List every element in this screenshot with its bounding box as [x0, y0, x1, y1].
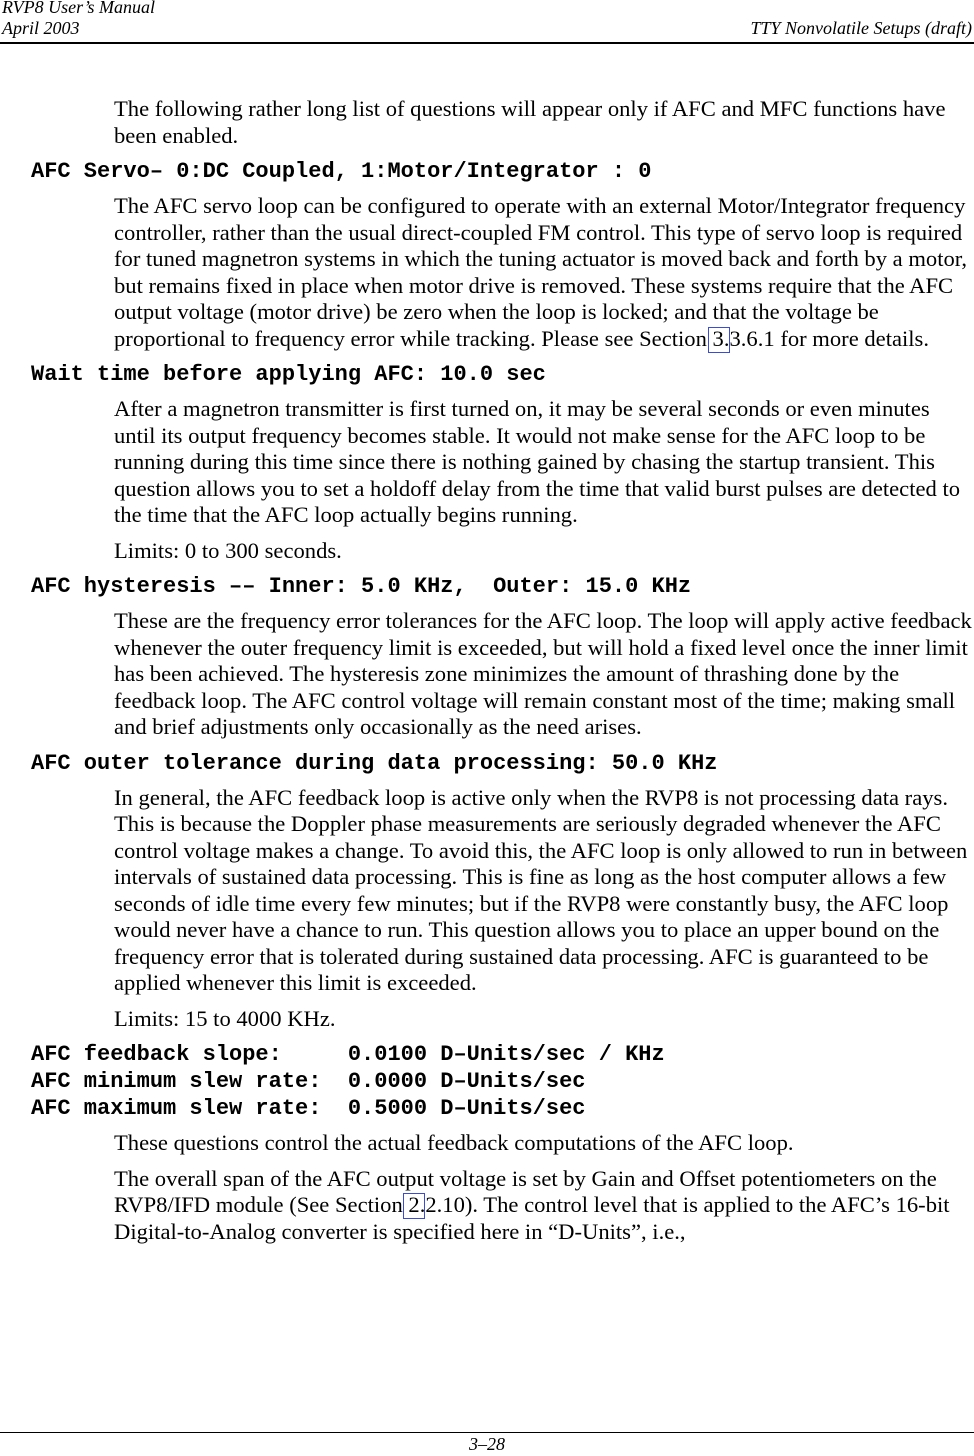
- manual-date: April 2003: [2, 18, 80, 38]
- afc-servo-text-end: .3.6.1 for more details.: [723, 325, 930, 351]
- feedback-description: These questions control the actual feedback computations of the AFC loop.: [114, 1130, 794, 1155]
- max-slew-rate-prompt: AFC maximum slew rate: 0.5000 D–Units/sec: [31, 1096, 586, 1121]
- outer-tolerance-prompt: AFC outer tolerance during data processing: 50.0 KHz: [31, 750, 718, 776]
- section-link-marker[interactable]: 2: [408, 1192, 420, 1217]
- intro-paragraph: The following rather long list of questions will appear only if AFC and MFC functions have been enabled.: [114, 96, 946, 148]
- afc-servo-description: [114, 193, 974, 352]
- min-slew-rate-prompt: AFC minimum slew rate: 0.0000 D–Units/sec: [31, 1069, 586, 1094]
- span-description: [114, 1166, 974, 1246]
- wait-time-description: After a magnetron transmitter is first turned on, it may be several seconds or even minutes until its output frequency becomes stable. It would not make sense for the AFC loop to be running during this time since there is nothing gained by chasing the startup transient. This question allows you to set a holdoff delay from the time that valid burst pulses are detected to the time that the AFC loop actually begins running.: [114, 396, 961, 527]
- afc-servo-prompt: AFC Servo– 0:DC Coupled, 1:Motor/Integrator : 0: [31, 159, 652, 184]
- feedback-slope-prompt: AFC feedback slope: 0.0100 D–Units/sec / KHz: [31, 1042, 665, 1067]
- hysteresis-prompt: AFC hysteresis –– Inner: 5.0 KHz, Outer: 15.0 KHz: [31, 574, 692, 599]
- header-rule: [0, 42, 974, 44]
- manual-title: RVP8 User’s Manual: [2, 0, 155, 17]
- span-text-end: .2.10). The control level that is applied to the AFC’s 16-bit Digital-to-Analog converter is specified here in “D-Units”, i.e.,: [114, 1192, 950, 1244]
- afc-servo-text: The AFC servo loop can be configured to operate with an external Motor/Integrator frequency controller, rather than the usual direct-coupled FM control. This type of servo loop is required for tuned magnetron systems in which the tuning actuator is moved back and forth by a motor, but remains fixed in place when motor drive is removed. These systems require that the AFC output voltage (motor drive) be zero when the loop is locked; and that the voltage be proportional to frequency error while tracking. Please see Section: [114, 193, 968, 351]
- hysteresis-description: These are the frequency error tolerances for the AFC loop. The loop will apply active feedback whenever the outer frequency limit is exceeded, but will hold a fixed level once the inner limit has been achieved. The hysteresis zone minimizes the amount of thrashing done by the feedback loop. The AFC control voltage will remain constant most of the time; making small and brief adjustments only occasionally as the need arises.: [114, 608, 972, 739]
- page-header: [0, 0, 974, 44]
- page-number: 3–28: [469, 1434, 505, 1454]
- section-title: TTY Nonvolatile Setups (draft): [750, 18, 972, 38]
- header-left: [2, 0, 155, 39]
- wait-time-prompt: Wait time before applying AFC: 10.0 sec: [31, 362, 546, 387]
- span-text: The overall span of the AFC output voltage is set by Gain and Offset potentiometers on the RVP8/IFD module (See Section: [114, 1165, 937, 1217]
- page-body: [0, 96, 974, 1254]
- wait-time-limits: Limits: 0 to 300 seconds.: [114, 537, 342, 563]
- outer-tolerance-limits: Limits: 15 to 4000 KHz.: [114, 1005, 336, 1031]
- outer-tolerance-description: In general, the AFC feedback loop is active only when the RVP8 is not processing data rays. This is because the Doppler phase measurements are seriously degraded whenever the AFC control voltage makes a change. To avoid this, the AFC loop is only allowed to run in between intervals of sustained data processing. This is fine as long as the host computer allows a few seconds of idle time every few minutes; but if the RVP8 were constantly busy, the AFC loop would never have a chance to run. This question allows you to place an upper bound on the frequency error that is tolerated during sustained data processing. AFC is guaranteed to be applied whenever this limit is exceeded.: [114, 784, 968, 995]
- section-link-marker[interactable]: 3: [712, 325, 724, 351]
